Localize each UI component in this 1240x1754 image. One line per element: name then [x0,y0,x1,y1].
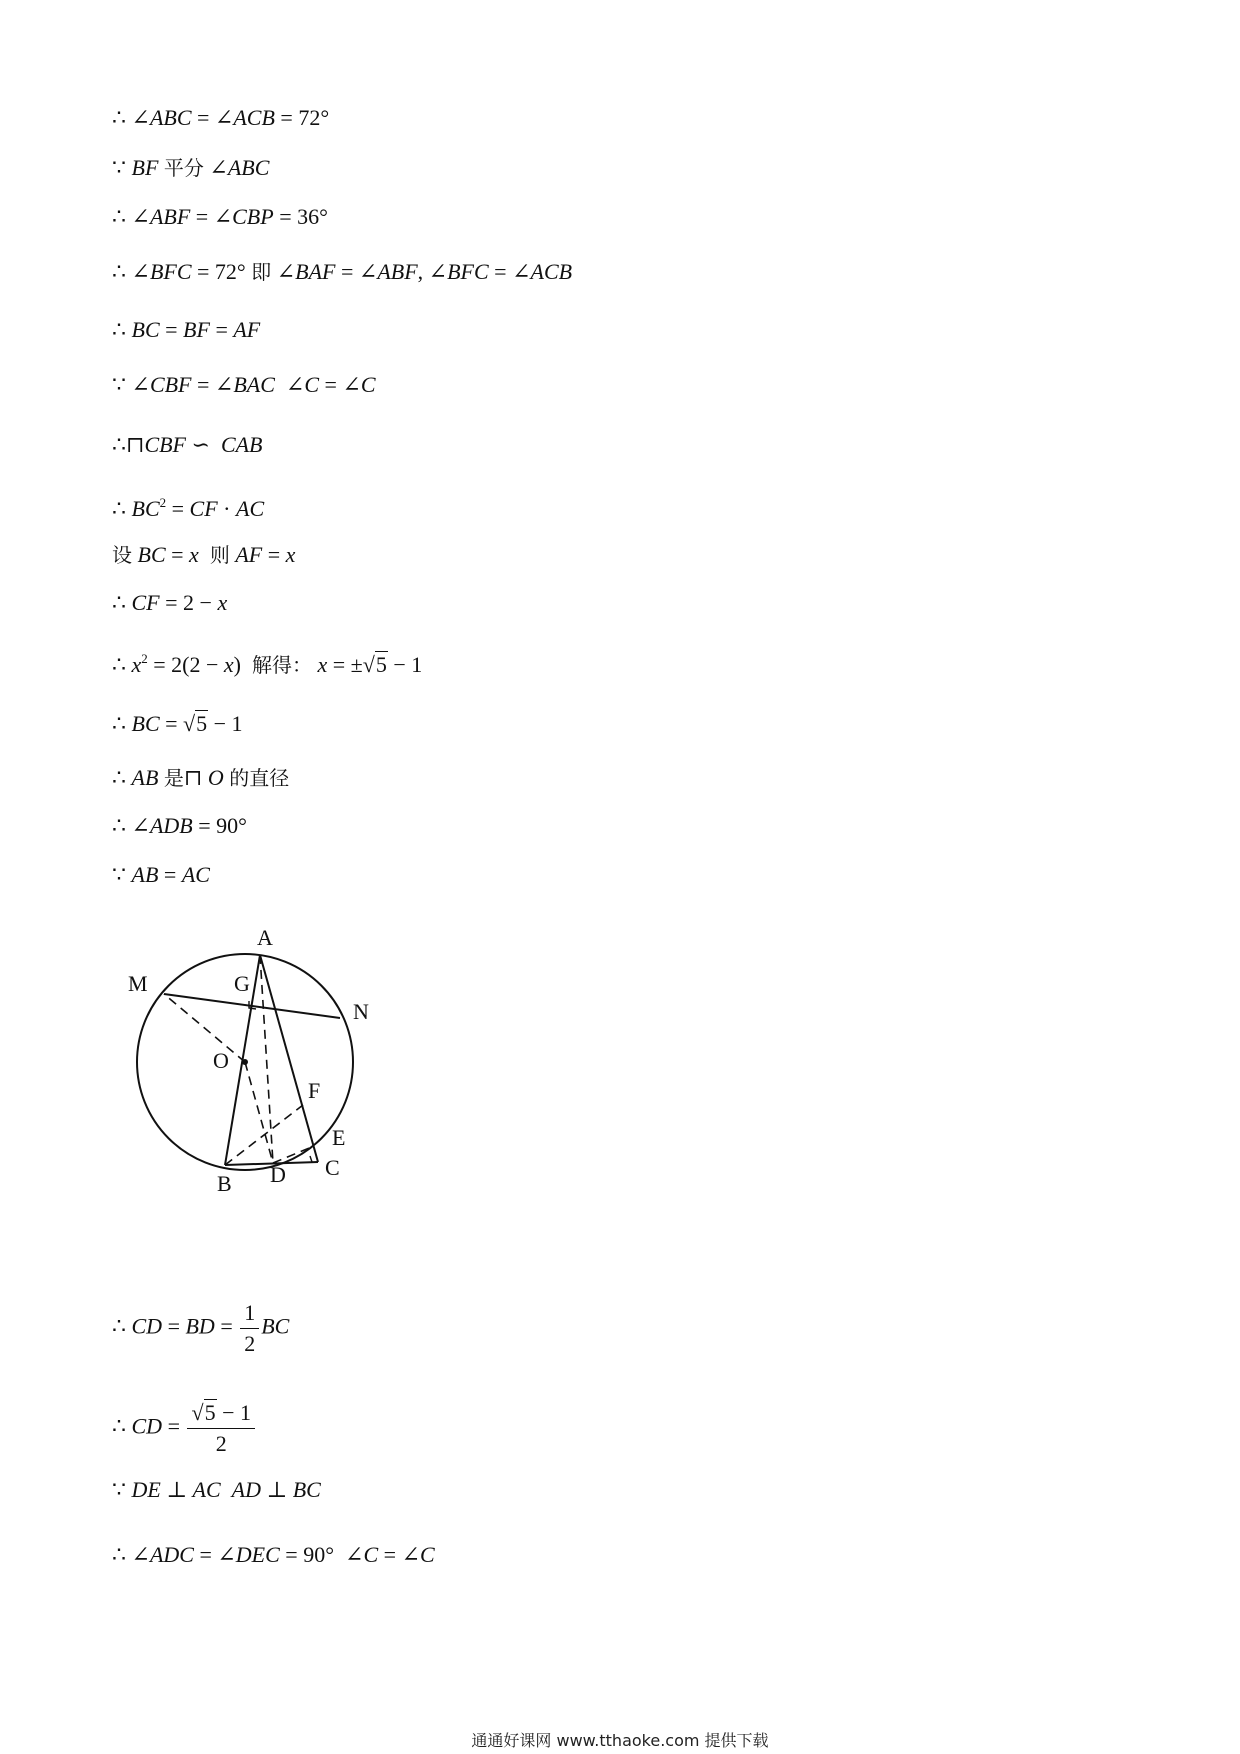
label-g: G [234,971,250,996]
segment-ad [260,955,273,1163]
line-15: ∵ AB = AC [112,862,210,887]
fraction-cd: $\frac{√5 - 1}{2}$ [187,1398,255,1459]
line-11: ∴ $x^2 = 2(2 - x)$ 解得： x = ±√5 − 1 [112,651,423,677]
line-18: ∵ DE ⊥ AC AD ⊥ BC [112,1477,321,1502]
line-2: ∵ BF 平分 ∠ABC [112,155,270,180]
label-n: N [353,999,369,1024]
label-c: C [325,1155,340,1180]
line-5: ∴ BC = BF = AF [112,317,261,342]
line-9: 设 BC = x 则 AF = x [112,542,296,567]
line-12: ∴ BC = √5 − 1 [112,711,243,736]
fraction-one-half: $\frac{1}{2}$ [240,1298,259,1359]
side-ac [260,955,321,1162]
segment-de [273,1146,314,1163]
label-d: D [270,1162,286,1187]
center-point [242,1059,248,1065]
right-angle-c [310,1156,312,1162]
line-4: ∴ ∠BFC = 72° 即 ∠BAF = ∠ABF, ∠BFC = ∠ACB [112,259,573,284]
line-14: ∴ ∠ADB = 90° [112,813,247,838]
label-a: A [257,925,273,950]
geometry-figure [110,915,410,1205]
label-b: B [217,1171,232,1196]
line-16: ∴ CD = BD = $\frac{1}{2}$ BC [112,1298,289,1359]
line-19: ∴ ∠ADC = ∠DEC = 90° ∠C = ∠C [112,1542,435,1567]
label-o: O [213,1048,229,1073]
line-10: ∴ CF = 2 − x [112,590,228,615]
label-f: F [308,1078,321,1103]
line-3: ∴ ∠ABF = ∠CBP = 36° [112,204,328,229]
line-17: ∴ CD = $\frac{√5 - 1}{2}$ [112,1398,257,1459]
line-6: ∵ ∠CBF = ∠BAC ∠C = ∠C [112,372,376,397]
line-8: ∴ $BC^2$ = CF · AC [112,495,265,521]
segment-od [245,1062,273,1163]
page-footer: 通通好课网 www.tthaoke.com 提供下载 [471,1731,769,1750]
label-e: E [332,1125,346,1150]
line-7: ∴⊓CBF ∽ CAB [112,432,263,457]
label-m: M [128,971,148,996]
line-1: ∴ ∠ABC = ∠ACB = 72° [112,105,330,130]
line-13: ∴ AB 是⊓ O 的直径 [112,765,290,790]
